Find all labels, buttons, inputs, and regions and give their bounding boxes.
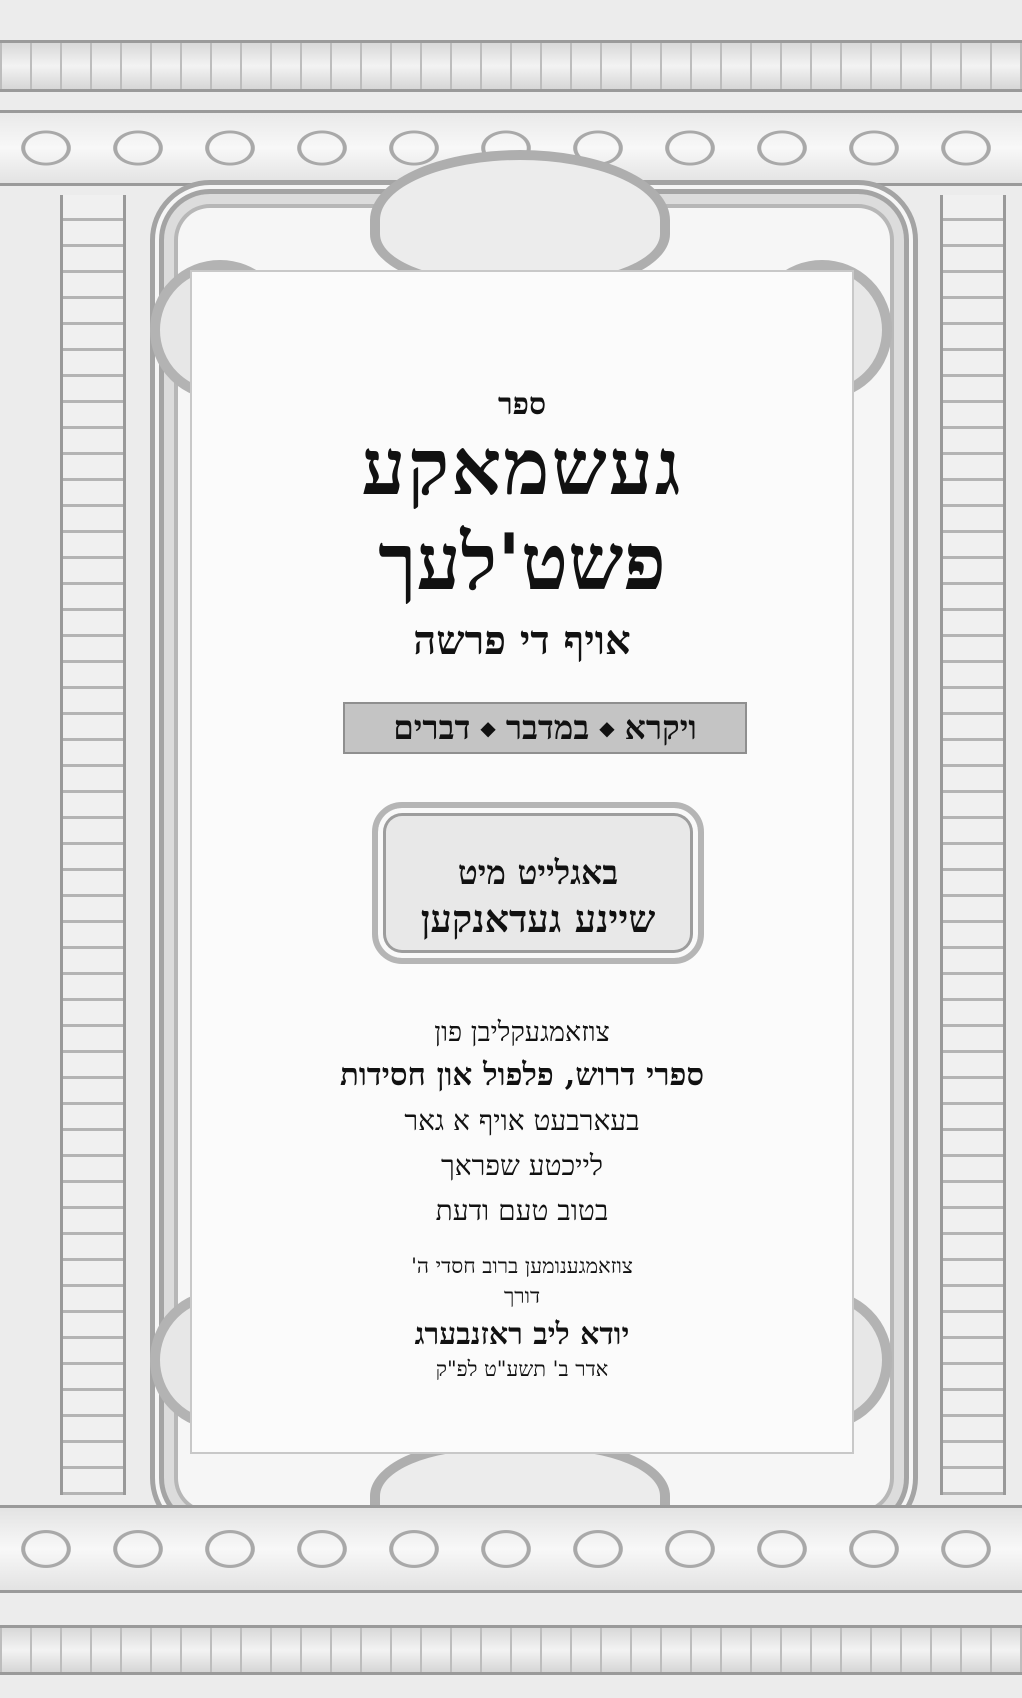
left-pillar <box>60 195 126 1495</box>
description-line: בעארבעט אויף א גאר <box>404 1104 640 1137</box>
description-line: לייכטע שפראך <box>441 1149 603 1182</box>
description-line: ספרי דרוש, פלפול און חסידות <box>339 1057 705 1093</box>
diamond-separator-icon: ◆ <box>599 716 615 740</box>
intro-word: ספר <box>497 387 547 422</box>
book-title-line2: פשט'לעך <box>378 517 666 608</box>
cartouche-line1: באגלייט מיט <box>457 853 619 892</box>
top-crest-ornament <box>370 150 670 290</box>
bottom-ornament-band <box>0 1625 1022 1675</box>
books-bar <box>343 702 747 754</box>
publication-date: אדר ב' תשע"ט לפ"ק <box>435 1357 609 1381</box>
bottom-scroll-band <box>0 1505 1022 1593</box>
book-name: דברים <box>393 708 471 747</box>
book-name: במדבר <box>505 708 590 747</box>
cartouche-line2: שיינע געדאנקען <box>420 896 656 941</box>
book-title-line1: געשמאקע <box>361 422 683 513</box>
compiled-note: צוזאמגענומען ברוב חסדי ה' <box>411 1254 633 1278</box>
author-name: יודא ליב ראזנבערג <box>414 1317 630 1352</box>
description-line: צוזאמגעקליבן פון <box>434 1017 610 1048</box>
diamond-separator-icon: ◆ <box>480 716 496 740</box>
subtitle: אויף די פרשה <box>413 617 631 664</box>
description-line: בטוב טעם ודעת <box>435 1194 609 1227</box>
cartouche <box>372 802 704 964</box>
top-ornament-band <box>0 40 1022 92</box>
book-name: ויקרא <box>624 708 697 747</box>
by-word: דורך <box>503 1284 541 1308</box>
title-page <box>190 270 854 1454</box>
right-pillar <box>940 195 1006 1495</box>
